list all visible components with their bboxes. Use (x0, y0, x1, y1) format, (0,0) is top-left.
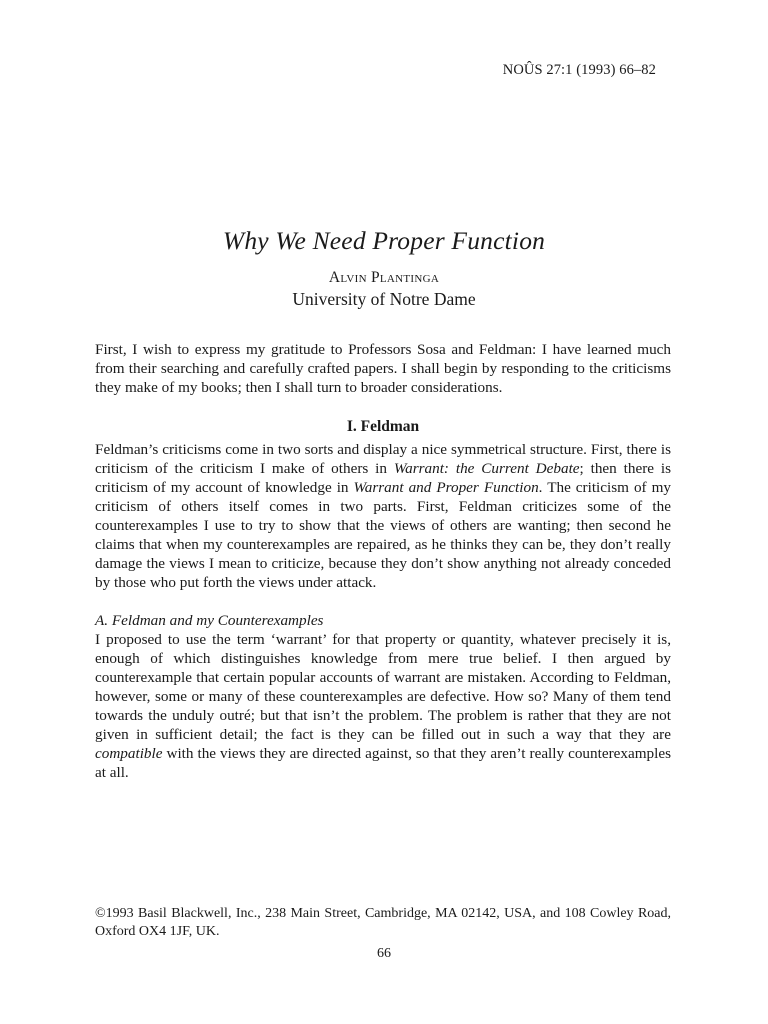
intro-paragraph: First, I wish to express my gratitude to Professors Sosa and Feldman: I have learned much from their searching and carefully crafted papers. I shall begin by responding to the criticisms they make of my books; then I shall turn to broader considerations. (95, 341, 671, 396)
author-affiliation: University of Notre Dame (292, 289, 476, 309)
book-title-warrant-proper-function: Warrant and Proper Function (353, 479, 539, 496)
paragraph-text: Feldman’s criticisms come in two sorts and display a nice symmetrical structure. First, there is criticism of the criticism I make of others in (95, 441, 671, 477)
feldman-paragraph (95, 440, 671, 592)
paragraph-text: with the views they are directed against, so that they aren’t really counterexamples at all. (95, 745, 671, 781)
subsection-heading-counterexamples: A. Feldman and my Counterexamples (95, 612, 324, 629)
emphasis-compatible: compatible (95, 745, 163, 762)
article-title: Why We Need Proper Function (222, 226, 546, 255)
paragraph-text: I proposed to use the term ‘warrant’ for that property or quantity, whatever precisely it is, enough of which distinguishes knowledge from mere true belief. I then argued by counterexample that certain popular accounts of warrant are mistaken. According to Feldman, however, some or many of these counterexamples are defective. How so? Many of them tend towards the unduly outré; but that isn’t the problem. The problem is rather that they are not given in sufficient detail; the fact is they can be filled out in such a way that they are (95, 631, 671, 743)
page-number: 66 (377, 946, 391, 961)
book-title-warrant-current-debate: Warrant: the Current Debate (393, 460, 580, 477)
copyright-footnote: ©1993 Basil Blackwell, Inc., 238 Main Street, Cambridge, MA 02142, USA, and 108 Cowley Road, Oxford OX4 1JF, UK. (95, 906, 671, 939)
paragraph-text: . The criticism of my criticism of others itself comes in two parts. First, Feldman criticizes some of the counterexamples I use to try to show that the views of others are wanting; then second he claims that when my counterexamples are repaired, as he thinks they can be, they don’t really damage the views I mean to criticize, because they don’t show anything not already conceded by those who put forth the views under attack. (95, 479, 671, 591)
journal-reference: NOÛS 27:1 (1993) 66–82 (502, 62, 656, 78)
author-name: Alvin Plantinga (328, 269, 440, 286)
paragraph-text: ; then there is criticism of my account of knowledge in (95, 460, 671, 496)
article-body (95, 340, 671, 782)
title-block (0, 226, 768, 310)
counterexamples-paragraph (95, 630, 671, 782)
section-heading-feldman: I. Feldman (346, 418, 420, 435)
